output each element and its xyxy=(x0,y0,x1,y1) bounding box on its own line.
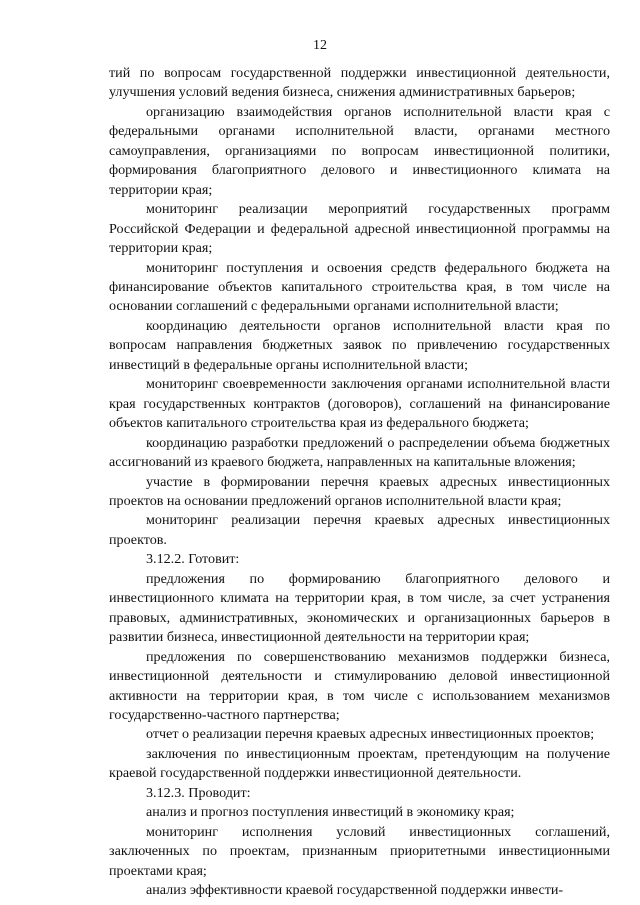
paragraph: мониторинг реализации мероприятий государственных программ Российской Федерации и федеральной адресной инвестиционной программы на территории края; xyxy=(109,201,610,257)
paragraph: мониторинг исполнения условий инвестиционных соглашений, заключенных по проектам, признанным приоритетными инвестиционными проектами края; xyxy=(109,823,610,879)
paragraph: участие в формировании перечня краевых адресных инвестиционных проектов на основании предложений органов исполнительной власти края; xyxy=(109,473,610,509)
paragraph: анализ эффективности краевой государственной поддержки инвести- xyxy=(146,882,564,899)
paragraph: координацию деятельности органов исполнительной власти края по вопросам направления бюджетных заявок по привлечению государственных инвестиций в федеральные органы исполнительной власти; xyxy=(109,317,610,373)
paragraph: организацию взаимодействия органов исполнительной власти края с федеральными органами исполнительной власти, органами местного самоуправления, организациями по вопросам инвестиционной политики, формирования благоприятного делового и инвестиционного климата на территории края; xyxy=(109,103,610,198)
paragraph: отчет о реализации перечня краевых адресных инвестиционных проектов; xyxy=(146,726,595,743)
paragraph: мониторинг реализации перечня краевых адресных инвестиционных проектов. xyxy=(109,512,610,548)
paragraph: заключения по инвестиционным проектам, претендующим на получение краевой государственной поддержки инвестиционной деятельности. xyxy=(109,745,610,782)
paragraph: тий по вопросам государственной поддержки инвестиционной деятельности, улучшения условий ведения бизнеса, снижения административных барьеров; xyxy=(109,65,610,101)
paragraph: мониторинг своевременности заключения органами исполнительной власти края государственных контрактов (договоров), соглашений на финансирование объектов капитального строительства края из федерального бюджета; xyxy=(109,376,610,432)
paragraph: предложения по совершенствованию механизмов поддержки бизнеса, инвестиционной деятельности и стимулированию деловой инвестиционной активности на территории края, в том числе с использованием механизмов государственно-частного партнерства; xyxy=(109,648,610,723)
document-body xyxy=(109,64,610,900)
page-number: 12 xyxy=(313,38,327,53)
paragraph: мониторинг поступления и освоения средств федерального бюджета на финансирование объектов капитального строительства края, в том числе на основании соглашений с федеральными органами исполнительной власти; xyxy=(109,259,610,315)
paragraph: координацию разработки предложений о распределении объема бюджетных ассигнований из краевого бюджета, направленных на капитальные вложения; xyxy=(109,434,610,471)
paragraph: анализ и прогноз поступления инвестиций в экономику края; xyxy=(146,804,515,821)
paragraph: 3.12.3. Проводит: xyxy=(146,784,251,801)
paragraph: 3.12.2. Готовит: xyxy=(146,551,240,568)
paragraph: предложения по формированию благоприятного делового и инвестиционного климата на территории края, в том числе, за счет устранения правовых, административных, экономических и организационных барьеров в развитии бизнеса, инвестиционной деятельности на территории края; xyxy=(109,570,610,646)
